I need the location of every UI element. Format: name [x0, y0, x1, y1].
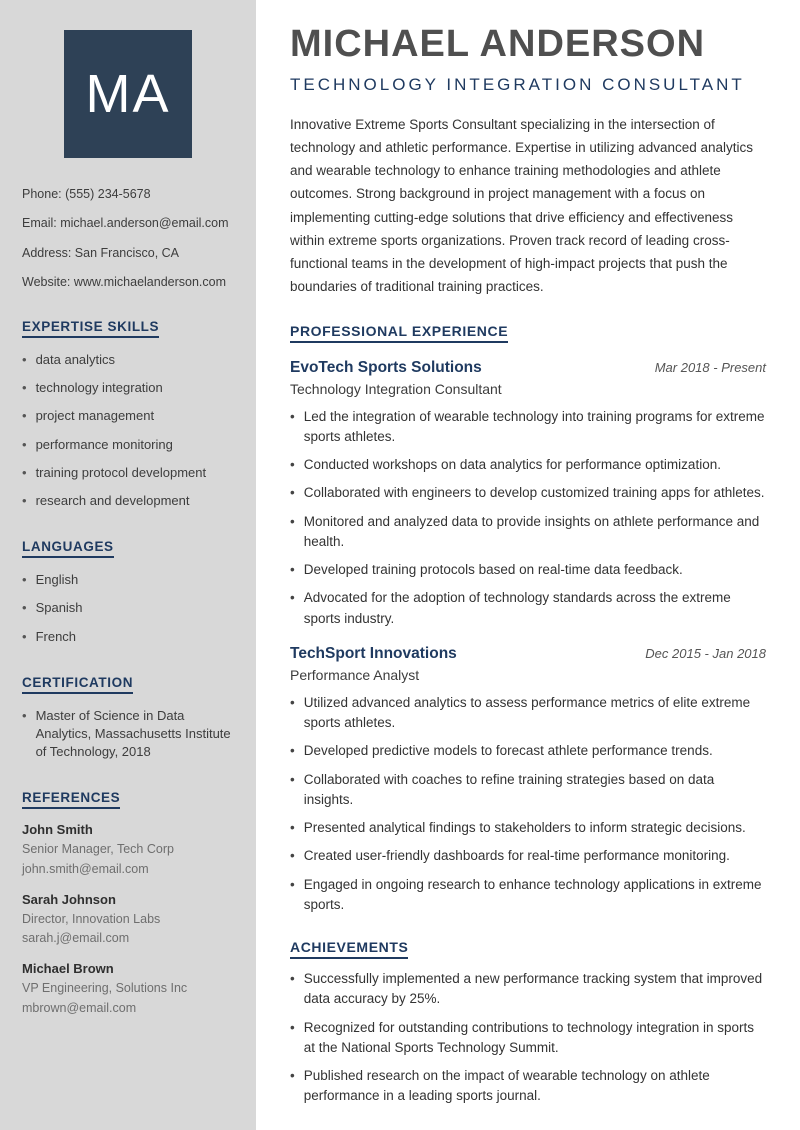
list-item: • Conducted workshops on data analytics for performance optimization. [290, 455, 766, 475]
reference-entry [22, 822, 234, 877]
skills-heading: EXPERTISE SKILLS [22, 319, 159, 338]
job-role: Technology Integration Consultant [290, 380, 502, 397]
list-item: • training protocol development [22, 464, 234, 482]
contact-address: Address: San Francisco, CA [22, 245, 180, 260]
list-item: • data analytics [22, 351, 234, 369]
job-dates: Dec 2015 - Jan 2018 [645, 645, 766, 661]
achievements-list [290, 969, 766, 1107]
monogram-initials: MA [85, 64, 171, 124]
contact-phone: Phone: (555) 234-5678 [22, 187, 151, 201]
list-item: • Recognized for outstanding contributions to technology integration in sports at the National Sports Technology Summit. [290, 1018, 766, 1059]
contact-website: Website: www.michaelanderson.com [22, 274, 227, 289]
list-item: • Master of Science in Data Analytics, Massachusetts Institute of Technology, 2018 [22, 707, 234, 762]
reference-entry [22, 892, 234, 947]
reference-name: Sarah Johnson [22, 891, 116, 907]
list-item: • Presented analytical findings to stakeholders to inform strategic decisions. [290, 818, 766, 838]
reference-name: Michael Brown [22, 961, 114, 977]
list-item: • research and development [22, 492, 234, 510]
job-header [290, 359, 766, 377]
reference-email: sarah.j@email.com [22, 931, 130, 945]
main-content [256, 0, 800, 1130]
job-role: Performance Analyst [290, 666, 420, 683]
job-bullet-list [290, 693, 766, 915]
contact-email: Email: michael.anderson@email.com [22, 216, 229, 231]
references-heading: REFERENCES [22, 790, 120, 809]
list-item: • Published research on the impact of wearable technology on athlete performance in a leading sports journal. [290, 1066, 766, 1107]
list-item: • Led the integration of wearable technology into training programs for extreme sports athletes. [290, 407, 766, 448]
reference-name: John Smith [22, 822, 93, 838]
list-item: • Spanish [22, 599, 234, 617]
reference-email: john.smith@email.com [22, 861, 149, 876]
certification-heading: CERTIFICATION [22, 675, 133, 694]
list-item: • English [22, 571, 234, 589]
experience-section [290, 323, 766, 916]
list-item: • Utilized advanced analytics to assess performance metrics of elite extreme sports athletes. [290, 693, 766, 734]
job-header [290, 645, 766, 663]
list-item: • Collaborated with coaches to refine training strategies based on data insights. [290, 770, 766, 811]
company-name: TechSport Innovations [290, 644, 457, 662]
list-item: • Developed predictive models to forecast athlete performance trends. [290, 741, 766, 761]
experience-heading: PROFESSIONAL EXPERIENCE [290, 323, 508, 343]
reference-role: Director, Innovation Labs [22, 911, 161, 926]
list-item: • Created user-friendly dashboards for real-time performance monitoring. [290, 846, 766, 866]
list-item: • performance monitoring [22, 436, 234, 454]
list-item: • Developed training protocols based on real-time data feedback. [290, 560, 766, 580]
languages-list [22, 571, 234, 646]
list-item: • Successfully implemented a new performance tracking system that improved data accuracy by 25%. [290, 969, 766, 1010]
list-item: • Engaged in ongoing research to enhance technology applications in extreme sports. [290, 875, 766, 916]
sidebar [0, 0, 256, 1130]
reference-role: VP Engineering, Solutions Inc [22, 981, 188, 996]
certification-list [22, 707, 234, 762]
summary-paragraph: Innovative Extreme Sports Consultant specializing in the intersection of technology and athletic performance. Expertise in utilizing advanced analytics and wearable technology to enhance training methodologies and athlete outcomes. Strong background in project management with a focus on implementing cutting-edge solutions that drive efficiency and effectiveness within extreme sports organizations. Proven track record of leading cross-functional teams in the development of high-impact projects that push the boundaries of traditional training practices. [290, 116, 754, 295]
company-name: EvoTech Sports Solutions [290, 358, 482, 376]
languages-section [22, 538, 234, 646]
achievements-heading: ACHIEVEMENTS [290, 939, 408, 959]
person-headline: TECHNOLOGY INTEGRATION CONSULTANT [290, 74, 745, 94]
reference-email: mbrown@email.com [22, 1000, 137, 1015]
person-name: MICHAEL ANDERSON [290, 23, 706, 65]
achievements-section [290, 939, 766, 1107]
skills-list [22, 351, 234, 510]
list-item: • Advocated for the adoption of technology standards across the extreme sports industry. [290, 588, 766, 629]
references-section [22, 789, 234, 1016]
job-entry [290, 645, 766, 915]
list-item: • Monitored and analyzed data to provide insights on athlete performance and health. [290, 512, 766, 553]
job-entry [290, 359, 766, 629]
skills-section [22, 318, 234, 510]
job-bullet-list [290, 407, 766, 629]
reference-entry [22, 961, 234, 1016]
reference-role: Senior Manager, Tech Corp [22, 842, 174, 857]
list-item: • technology integration [22, 379, 234, 397]
languages-heading: LANGUAGES [22, 539, 114, 558]
list-item: • French [22, 628, 234, 646]
monogram-badge [64, 30, 192, 158]
list-item: • project management [22, 407, 234, 425]
job-dates: Mar 2018 - Present [654, 359, 766, 375]
contact-info [22, 186, 234, 290]
list-item: • Collaborated with engineers to develop customized training apps for athletes. [290, 483, 766, 503]
certification-section [22, 674, 234, 762]
